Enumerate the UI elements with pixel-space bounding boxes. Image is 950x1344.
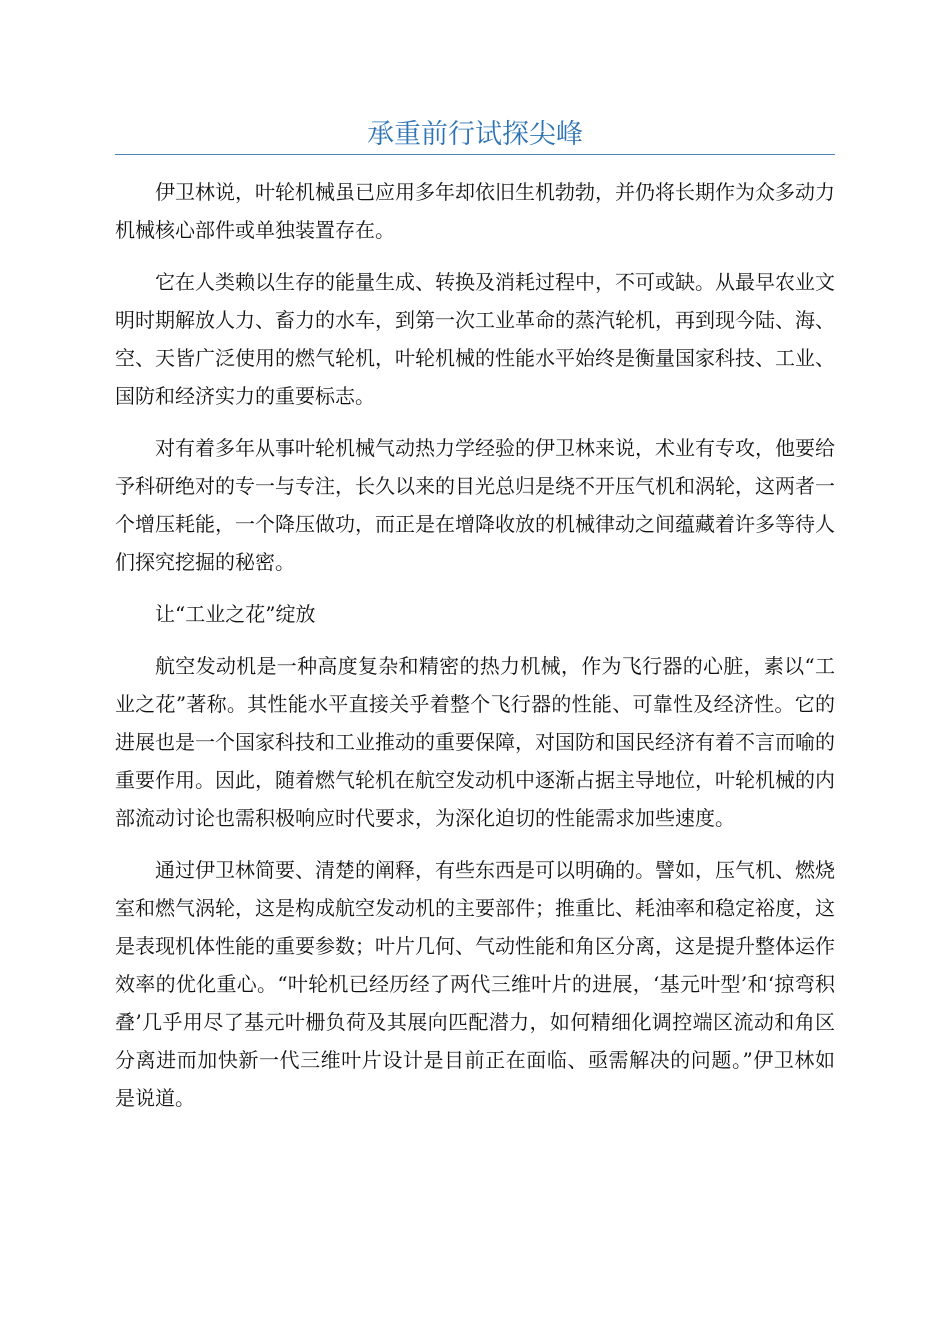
title-underline (115, 154, 835, 155)
paragraph-2: 它在人类赖以生存的能量生成、转换及消耗过程中，不可或缺。从最早农业文明时期解放人力、畜力的水车，到第一次工业革命的蒸汽轮机，再到现今陆、海、空、天皆广泛使用的燃气轮机，叶轮机械的性能水平始终是衡量国家科技、工业、国防和经济实力的重要标志。 (115, 270, 835, 408)
document-title: 承重前行试探尖峰 (367, 119, 583, 150)
document-page (115, 0, 835, 1131)
paragraph-3: 对有着多年从事叶轮机械气动热力学经验的伊卫林来说，术业有专攻，他要给予科研绝对的专一与专注，长久以来的目光总归是绕不开压气机和涡轮，这两者一个增压耗能，一个降压做功，而正是在增降收放的机械律动之间蕴藏着许多等待人们探究挖掘的秘密。 (115, 436, 835, 574)
section-heading: 让“工业之花”绽放 (155, 602, 316, 626)
paragraph-4: 航空发动机是一种高度复杂和精密的热力机械，作为飞行器的心脏，素以“工业之花”著称。其性能水平直接关乎着整个飞行器的性能、可靠性及经济性。它的进展也是一个国家科技和工业推动的重要保障，对国防和国民经济有着不言而喻的重要作用。因此，随着燃气轮机在航空发动机中逐渐占据主导地位，叶轮机械的内部流动讨论也需积极响应时代要求，为深化迫切的性能需求加些速度。 (115, 654, 835, 830)
paragraph-5: 通过伊卫林简要、清楚的阐释，有些东西是可以明确的。譬如，压气机、燃烧室和燃气涡轮，这是构成航空发动机的主要部件；推重比、耗油率和稳定裕度，这是表现机体性能的重要参数；叶片几何、气动性能和角区分离，这是提升整体运作效率的优化重心。“叶轮机已经历经了两代三维叶片的进展，‘基元叶型’和‘掠弯积叠’几乎用尽了基元叶栅负荷及其展向匹配潜力，如何精细化调控端区流动和角区分离进而加快新一代三维叶片设计是目前正在面临、亟需解决的问题。”伊卫林如是说道。 (115, 858, 835, 1110)
paragraph-1: 伊卫林说，叶轮机械虽已应用多年却依旧生机勃勃，并仍将长期作为众多动力机械核心部件或单独装置存在。 (115, 180, 835, 242)
document-body (115, 173, 835, 1117)
